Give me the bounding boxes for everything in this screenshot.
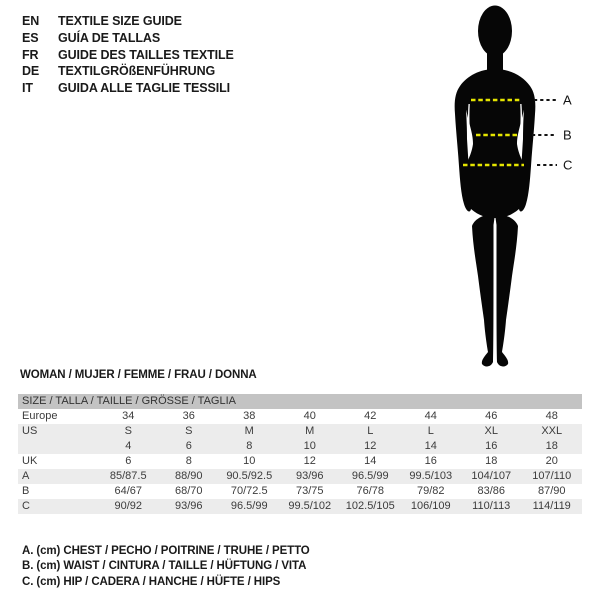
size-cell: 85/87.5 bbox=[109, 470, 147, 482]
size-cell: 68/70 bbox=[174, 485, 203, 497]
size-cell: 88/90 bbox=[174, 470, 203, 482]
size-cell: 6 bbox=[125, 455, 132, 467]
row-label: C bbox=[22, 500, 30, 512]
row-label: B bbox=[22, 485, 30, 497]
size-cell: 16 bbox=[424, 455, 437, 467]
size-cell: 70/72.5 bbox=[230, 485, 268, 497]
marker-label-b: B bbox=[563, 127, 572, 143]
size-cell: 64/67 bbox=[114, 485, 143, 497]
row-label: US bbox=[22, 425, 38, 437]
table-row bbox=[18, 424, 582, 439]
size-cell: 10 bbox=[243, 455, 256, 467]
size-cell: 102.5/105 bbox=[345, 500, 395, 512]
size-cell: 87/90 bbox=[537, 485, 566, 497]
size-cell: 44 bbox=[424, 410, 437, 422]
size-cell: 110/113 bbox=[472, 500, 511, 512]
table-row bbox=[18, 454, 582, 469]
language-title: GUIDE DES TAILLES TEXTILE bbox=[58, 47, 234, 62]
size-cell: 48 bbox=[545, 410, 558, 422]
size-cell: 14 bbox=[424, 440, 437, 452]
language-code: FR bbox=[22, 47, 39, 62]
language-row bbox=[22, 63, 234, 80]
language-code: ES bbox=[22, 30, 39, 45]
language-title: TEXTILE SIZE GUIDE bbox=[58, 14, 182, 28]
size-cell: 90/92 bbox=[114, 500, 143, 512]
size-table-header: SIZE / TALLA / TAILLE / GRÖSSE / TAGLIA bbox=[18, 394, 582, 409]
size-cell: XXL bbox=[541, 425, 563, 437]
size-cell: XL bbox=[484, 425, 498, 437]
size-cell: 10 bbox=[303, 440, 316, 452]
silhouette-right-leg bbox=[495, 214, 518, 366]
size-cell: 38 bbox=[243, 410, 256, 422]
language-title: TEXTILGRÖßENFÜHRUNG bbox=[58, 64, 216, 79]
size-cell: 99.5/103 bbox=[409, 470, 453, 482]
table-row bbox=[18, 499, 582, 514]
size-cell: 106/109 bbox=[410, 500, 451, 512]
silhouette-shapes bbox=[455, 6, 536, 367]
size-table bbox=[18, 394, 582, 514]
size-cell: 14 bbox=[364, 455, 377, 467]
size-cell: 96.5/99 bbox=[230, 500, 268, 512]
marker-label-a: A bbox=[563, 92, 572, 108]
size-cell: 36 bbox=[182, 410, 195, 422]
language-title: GUÍA DE TALLAS bbox=[58, 30, 161, 45]
gender-title: WOMAN / MUJER / FEMME / FRAU / DONNA bbox=[20, 369, 257, 381]
size-cell: 107/110 bbox=[532, 470, 572, 482]
language-code: DE bbox=[22, 64, 40, 79]
language-row bbox=[22, 47, 234, 64]
measurement-legend bbox=[22, 544, 310, 590]
size-cell: 46 bbox=[485, 410, 498, 422]
size-cell: 18 bbox=[545, 440, 558, 452]
size-cell: 4 bbox=[125, 440, 132, 452]
legend-line: C. (cm) HIP / CADERA / HANCHE / HÜFTE / HIPS bbox=[22, 575, 281, 588]
size-cell: 93/96 bbox=[174, 500, 203, 512]
size-cell: 93/96 bbox=[295, 470, 324, 482]
size-cell: 34 bbox=[122, 410, 135, 422]
size-cell: 83/86 bbox=[477, 485, 506, 497]
size-cell: 42 bbox=[364, 410, 377, 422]
size-cell: 18 bbox=[485, 455, 498, 467]
table-row bbox=[18, 409, 582, 424]
language-code: IT bbox=[22, 81, 33, 96]
size-cell: S bbox=[185, 425, 193, 437]
size-cell: 16 bbox=[485, 440, 498, 452]
marker-label-c: C bbox=[563, 157, 573, 173]
size-cell: L bbox=[427, 425, 434, 437]
language-row bbox=[22, 30, 234, 47]
row-label bbox=[18, 439, 98, 454]
silhouette-left-leg bbox=[472, 214, 495, 366]
table-row bbox=[18, 439, 582, 454]
language-row bbox=[22, 13, 234, 30]
woman-silhouette bbox=[425, 0, 600, 372]
row-label: A bbox=[22, 470, 30, 482]
size-cell: 90.5/92.5 bbox=[226, 470, 273, 482]
language-title-block bbox=[22, 13, 234, 97]
size-cell: 6 bbox=[185, 440, 192, 452]
size-cell: 40 bbox=[303, 410, 316, 422]
size-cell: S bbox=[124, 425, 132, 437]
size-cell: L bbox=[367, 425, 374, 437]
size-cell: 79/82 bbox=[416, 485, 445, 497]
size-cell: 12 bbox=[364, 440, 377, 452]
legend-line: B. (cm) WAIST / CINTURA / TAILLE / HÜFTUNG / VITA bbox=[22, 560, 307, 573]
size-cell: M bbox=[305, 425, 315, 437]
size-cell: 20 bbox=[545, 455, 558, 467]
row-label: Europe bbox=[22, 410, 58, 422]
size-cell: 73/75 bbox=[295, 485, 324, 497]
size-cell: 96.5/99 bbox=[351, 470, 389, 482]
size-cell: M bbox=[244, 425, 254, 437]
size-cell: 104/107 bbox=[471, 470, 512, 482]
size-cell: 99.5/102 bbox=[288, 500, 332, 512]
size-cell: 114/119 bbox=[532, 500, 571, 512]
language-code: EN bbox=[22, 14, 40, 28]
size-cell: 8 bbox=[185, 455, 192, 467]
legend-line: A. (cm) CHEST / PECHO / POITRINE / TRUHE / PETTO bbox=[22, 545, 310, 557]
figure-panel bbox=[425, 0, 600, 372]
table-row bbox=[18, 469, 582, 484]
row-label: UK bbox=[22, 455, 38, 467]
size-cell: 12 bbox=[303, 455, 316, 467]
size-table-body bbox=[18, 409, 582, 514]
size-cell: 8 bbox=[246, 440, 253, 452]
language-row bbox=[22, 80, 234, 97]
language-title: GUIDA ALLE TAGLIE TESSILI bbox=[58, 81, 231, 96]
size-cell: 76/78 bbox=[356, 485, 385, 497]
table-row bbox=[18, 484, 582, 499]
